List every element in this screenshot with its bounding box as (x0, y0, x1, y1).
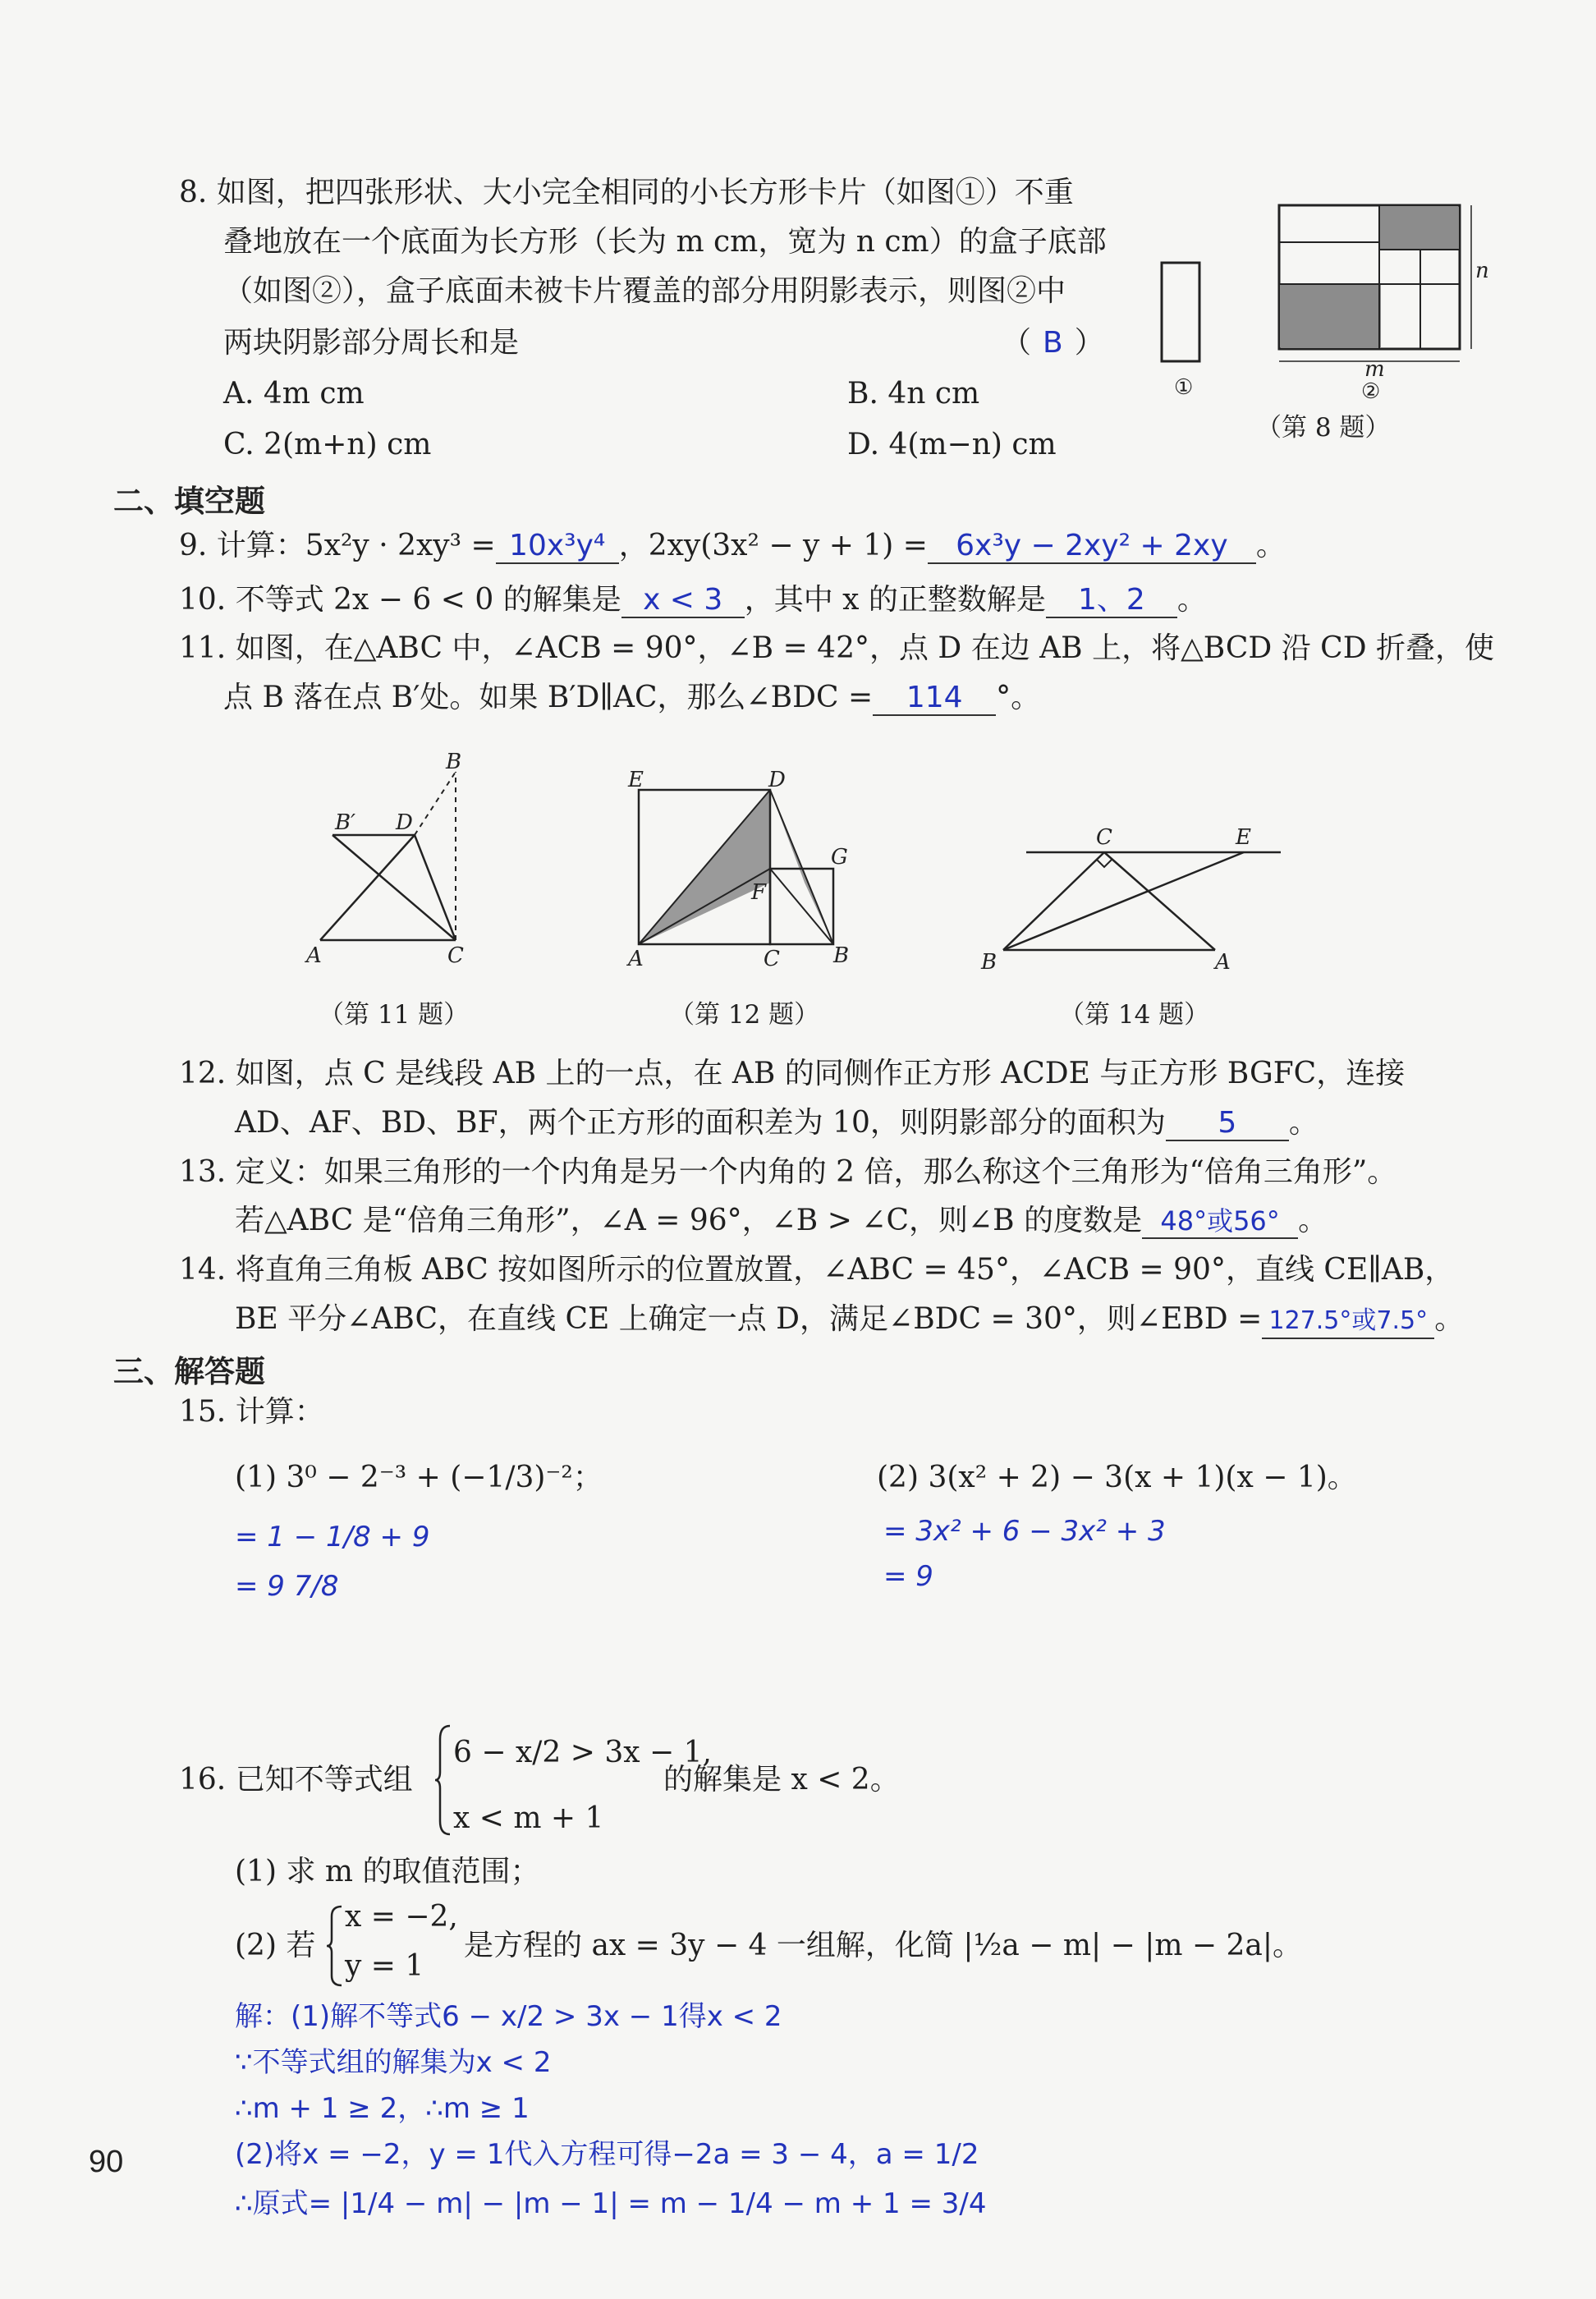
fig14-label-b: B (981, 950, 998, 975)
fig11-label-b: B (446, 750, 462, 774)
q16-system-line2: x < m + 1 (453, 1801, 604, 1835)
q15-part2: (2) 3(x² + 2) − 3(x + 1)(x − 1)。 (877, 1461, 1357, 1494)
fig11 (304, 750, 493, 969)
fig2-n-label: n (1475, 259, 1489, 283)
q13-line2: 若△ABC 是“倍角三角形”，∠A = 96°，∠B > ∠C，则∠B 的度数是 48°或56° 。 (235, 1204, 1328, 1237)
fig12-label-d: D (768, 768, 786, 792)
fig11-caption: （第 11 题） (319, 1000, 470, 1030)
q8-line2: 叠地放在一个底面为长方形（长为 m cm，宽为 n cm）的盒子底部 (223, 225, 1107, 259)
fig12-label-c: C (764, 947, 780, 971)
q14-answer: 127.5°或7.5° (1262, 1305, 1434, 1339)
fig11-label-c: C (447, 943, 464, 968)
q15-part1: (1) 3⁰ − 2⁻³ + (−1/3)⁻²； (235, 1461, 603, 1494)
q15-work2-line1: = 3x² + 6 − 3x² + 3 (883, 1515, 1166, 1548)
q8-option-c: C. 2(m+n) cm (223, 428, 432, 461)
q15-work1-line2: = 9 7/8 (235, 1570, 339, 1603)
fig12 (624, 768, 870, 971)
q14-line1: 14. 将直角三角板 ABC 按如图所示的位置放置，∠ABC = 45°，∠ACB = 90°，直线 CE∥AB， (179, 1253, 1455, 1287)
q8-line4: 两块阴影部分周长和是 (223, 326, 520, 360)
fig12-label-f: F (751, 880, 767, 905)
q16-post: 的解集是 x < 2。 (663, 1763, 900, 1797)
q12-line2: AD、AF、BD、BF，两个正方形的面积差为 10，则阴影部分的面积为 5 。 (235, 1106, 1319, 1140)
q15-work1-line1: = 1 − 1/8 + 9 (235, 1521, 430, 1553)
section-fill-blank-heading: 二、填空题 (113, 484, 265, 519)
q16-part2-post: 是方程的 ax = 3y − 4 一组解，化简 |½a − m| − |m − 2a|。 (464, 1929, 1303, 1962)
q16-solution-line4: (2)将x = −2，y = 1代入方程可得−2a = 3 − 4，a = 1/2 (235, 2138, 979, 2171)
card-rect-fig1 (1162, 263, 1199, 361)
shade-bottom-left (1281, 284, 1381, 347)
fig2-m-label: m (1364, 357, 1385, 382)
q10: 10. 不等式 2x − 6 < 0 的解集是 x < 3 ，其中 x 的正整数解是 1、2 。 (179, 583, 1207, 617)
fig12-label-e: E (628, 768, 644, 792)
q15-work2-line2: = 9 (883, 1560, 933, 1593)
fig2-label: ② (1361, 379, 1381, 404)
q14-line2: BE 平分∠ABC，在直线 CE 上确定一点 D，满足∠BDC = 30°，则∠EBD = 127.5°或7.5° 。 (235, 1299, 1464, 1340)
q16-solution-line5: ∴原式= |1/4 − m| − |m − 1| = m − 1/4 − m + 1 = 3/4 (235, 2187, 987, 2220)
q15-title: 15. 计算： (179, 1395, 324, 1429)
q11-line1: 11. 如图，在△ABC 中，∠ACB = 90°，∠B = 42°，点 D 在边 AB 上，将△BCD 沿 CD 折叠，使 (179, 631, 1495, 665)
fig11-label-bp: B′ (335, 810, 356, 835)
fig1-label: ① (1174, 375, 1194, 400)
q11-answer: 114 (873, 681, 996, 716)
fig11-label-d: D (396, 810, 413, 835)
q10-answer-1: x < 3 (621, 584, 745, 618)
q16-solution-line2: ∵不等式组的解集为x < 2 (235, 2046, 552, 2079)
q9-answer-2: 6x³y − 2xy² + 2xy (928, 530, 1256, 564)
q10-answer-2: 1、2 (1046, 584, 1177, 618)
q8-option-a: A. 4m cm (223, 377, 365, 411)
q12-answer: 5 (1166, 1107, 1289, 1141)
shade-top-right (1379, 207, 1458, 250)
q16-solution-line1: 解：(1)解不等式6 − x/2 > 3x − 1得x < 2 (235, 2000, 782, 2033)
section-solve-heading: 三、解答题 (113, 1354, 265, 1389)
q11-line2: 点 B 落在点 B′处。如果 B′D∥AC，那么∠BDC = 114 °。 (223, 681, 1041, 714)
fig14 (969, 821, 1297, 977)
q9-answer-1: 10x³y⁴ (496, 530, 619, 564)
fig12-label-g: G (831, 845, 848, 870)
fig14-caption: （第 14 题） (1059, 1000, 1210, 1030)
q16-system-line1: 6 − x/2 > 3x − 1, (453, 1736, 712, 1769)
q8-line1: 8. 如图，把四张形状、大小完全相同的小长方形卡片（如图①）不重 (179, 176, 1074, 209)
q8-answer: B (1043, 326, 1063, 360)
fig14-label-e: E (1236, 825, 1251, 850)
q16-brace (435, 1723, 452, 1838)
fig11-label-a: A (306, 943, 322, 968)
q8-option-b: B. 4n cm (847, 377, 980, 411)
fig14-label-a: A (1215, 950, 1231, 975)
q8-option-d: D. 4(m−n) cm (847, 428, 1057, 461)
q9: 9. 计算：5x²y · 2xy³ = 10x³y⁴ ，2xy(3x² − y + 1) = 6x³y − 2xy² + 2xy 。 (179, 529, 1286, 562)
fig12-caption: （第 12 题） (669, 1000, 820, 1030)
q8-line3: （如图②），盒子底面未被卡片覆盖的部分用阴影表示，则图②中 (223, 274, 1066, 308)
q16-part2-pre: (2) 若 (235, 1929, 316, 1962)
q8-answer-bracket: （ B ） (1002, 326, 1104, 360)
q12-line1: 12. 如图，点 C 是线段 AB 上的一点，在 AB 的同侧作正方形 ACDE 与正方形 BGFC，连接 (179, 1057, 1406, 1090)
q16-part2-sys2: y = 1 (345, 1949, 424, 1983)
q16-part2-sys1: x = −2, (345, 1900, 458, 1934)
q16-part2-brace (327, 1903, 343, 1989)
q16-pre: 16. 已知不等式组 (179, 1763, 413, 1797)
q16-part1: (1) 求 m 的取值范围； (235, 1855, 540, 1888)
fig12-label-a: A (628, 947, 644, 971)
fig12-label-b: B (833, 943, 850, 968)
q13-answer: 48°或56° (1142, 1205, 1298, 1239)
q13-line1: 13. 定义：如果三角形的一个内角是另一个内角的 2 倍，那么称这个三角形为“倍角三角形”。 (179, 1155, 1397, 1189)
q8-caption: （第 8 题） (1256, 413, 1391, 443)
q16-solution-line3: ∴m + 1 ≥ 2，∴m ≥ 1 (235, 2092, 530, 2125)
fig14-label-c: C (1096, 825, 1112, 850)
page-number: 90 (89, 2145, 124, 2179)
